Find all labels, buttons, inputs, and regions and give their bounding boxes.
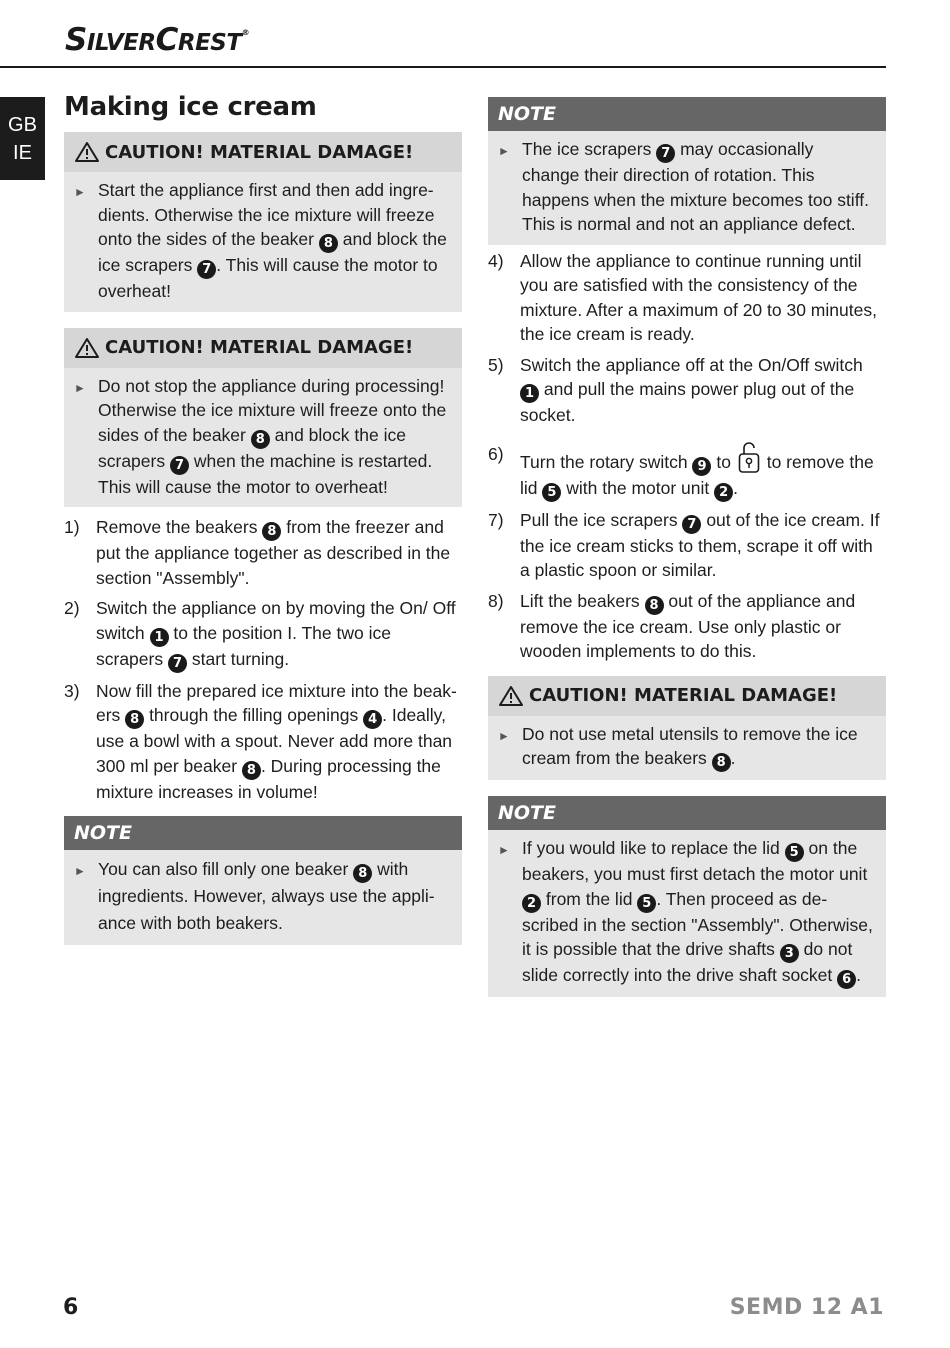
language-tab — [0, 97, 45, 180]
list-item: ► If you would like to replace the lid 5 on the beakers, you must first detach the motor unit 2 from the lid 5 . Then proceed as de-scribed in the section "Assembly". Otherwise, it is possible that the drive shafts 3 do not slide correctly into the drive shaft socket 6 . — [498, 838, 873, 987]
part-number-badge: 7 — [656, 144, 675, 163]
step-3: 3) Now fill the prepared ice mixture into the beak-ers 8 through the filling openings 4 . Ideally, use a bowl with a spout. Never add more than 300 ml per beaker 8 . During processing the mixture increases in volume! — [64, 680, 457, 802]
arrow-bullet-icon: ► — [74, 380, 86, 395]
part-number-badge: 1 — [150, 628, 169, 647]
caution-header — [64, 132, 462, 172]
note-header: NOTE — [64, 816, 462, 850]
part-number-badge: 2 — [522, 894, 541, 913]
step-1: 1) Remove the beakers 8 from the freezer and put the appliance together as described in the section "Assembly". — [64, 517, 451, 588]
part-number-badge: 8 — [353, 864, 372, 883]
lang-gb: GB — [8, 114, 37, 136]
part-number-badge: 7 — [682, 515, 701, 534]
note-box-3 — [488, 796, 886, 997]
part-number-badge: 6 — [837, 970, 856, 989]
caution-header — [488, 676, 886, 716]
part-number-badge: 8 — [319, 234, 338, 253]
note-box-2 — [488, 97, 886, 245]
list-item: ► Do not use metal utensils to remove the ice cream from the beakers 8 . — [498, 723, 858, 770]
right-column — [488, 97, 886, 1013]
caution-title: CAUTION! MATERIAL DAMAGE! — [529, 685, 838, 706]
arrow-bullet-icon: ► — [74, 864, 86, 878]
section-title: Making ice cream — [64, 92, 317, 122]
steps-list-right — [488, 249, 886, 664]
note-header: NOTE — [488, 796, 886, 830]
caution-box-3 — [488, 676, 886, 781]
step-7: 7) Pull the ice scrapers 7 out of the ice cream. If the ice cream sticks to them, scrape it off with a plastic spoon or similar. — [488, 509, 880, 580]
note-header: NOTE — [488, 97, 886, 131]
list-item: ► The ice scrapers 7 may occasionally change their direction of rotation. This happens when the mixture becomes too stiff. This is normal and not an appliance defect. — [498, 137, 874, 237]
arrow-bullet-icon: ► — [498, 144, 510, 158]
brand-logo: SILVERCREST® — [65, 22, 250, 58]
part-number-badge: 8 — [125, 710, 144, 729]
caution-header — [64, 328, 462, 368]
header-rule — [0, 66, 886, 68]
warning-triangle-icon — [74, 337, 100, 359]
step-5: 5) Switch the appliance off at the On/Off switch 1 and pull the mains power plug out of the socket. — [488, 354, 863, 425]
part-number-badge: 5 — [542, 483, 561, 502]
part-number-badge: 4 — [363, 710, 382, 729]
part-number-badge: 8 — [262, 522, 281, 541]
step-6: 6) Turn the rotary switch 9 to to remove the lid 5 with the motor unit 2 . — [488, 443, 874, 500]
warning-triangle-icon — [498, 685, 524, 707]
part-number-badge: 2 — [714, 483, 733, 502]
step-8: 8) Lift the beakers 8 out of the appliance and remove the ice cream. Use only plastic or wooden implements to do this. — [488, 590, 856, 661]
part-number-badge: 9 — [692, 457, 711, 476]
part-number-badge: 5 — [637, 894, 656, 913]
left-column — [64, 92, 462, 961]
part-number-badge: 8 — [645, 596, 664, 615]
model-number: SEMD 12 A1 — [729, 1295, 884, 1320]
warning-triangle-icon — [74, 141, 100, 163]
caution-box-1 — [64, 132, 462, 312]
arrow-bullet-icon: ► — [498, 728, 510, 743]
note-box-1 — [64, 816, 462, 945]
caution-box-2 — [64, 328, 462, 508]
caution-title: CAUTION! MATERIAL DAMAGE! — [105, 141, 414, 163]
part-number-badge: 3 — [780, 944, 799, 963]
part-number-badge: 7 — [168, 654, 187, 673]
part-number-badge: 8 — [242, 761, 261, 780]
page-number: 6 — [63, 1295, 79, 1320]
part-number-badge: 1 — [520, 384, 539, 403]
step-4: 4) Allow the appliance to continue running until you are satisfied with the consistency of the mixture. After a maximum of 20 to 30 minutes, the ice cream is ready. — [488, 250, 877, 344]
arrow-bullet-icon: ► — [498, 843, 510, 857]
part-number-badge: 8 — [251, 430, 270, 449]
caution-title: CAUTION! MATERIAL DAMAGE! — [105, 337, 414, 358]
part-number-badge: 8 — [712, 753, 731, 772]
list-item: ► You can also fill only one beaker 8 with ingredients. However, always use the appli-ance with both beakers. — [74, 856, 450, 937]
step-2: 2) Switch the appliance on by moving the On/ Off switch 1 to the position I. The two ice scrapers 7 start turning. — [64, 598, 456, 671]
lang-ie: IE — [13, 142, 32, 164]
unlock-icon — [738, 442, 760, 474]
list-item: ► Do not stop the appliance during processing! Otherwise the ice mixture will freeze onto the sides of the beaker 8 and block the ice scrapers 7 when the machine is restarted. This will cause the motor to overheat! — [74, 374, 450, 500]
arrow-bullet-icon: ► — [74, 185, 86, 199]
part-number-badge: 7 — [197, 260, 216, 279]
list-item: ► Start the appliance first and then add ingre-dients. Otherwise the ice mixture will freeze onto the sides of the beaker 8 and block the ice scrapers 7 . This will cause the motor to overheat! — [74, 178, 450, 304]
part-number-badge: 5 — [785, 843, 804, 862]
part-number-badge: 7 — [170, 456, 189, 475]
steps-list-left — [64, 515, 462, 804]
